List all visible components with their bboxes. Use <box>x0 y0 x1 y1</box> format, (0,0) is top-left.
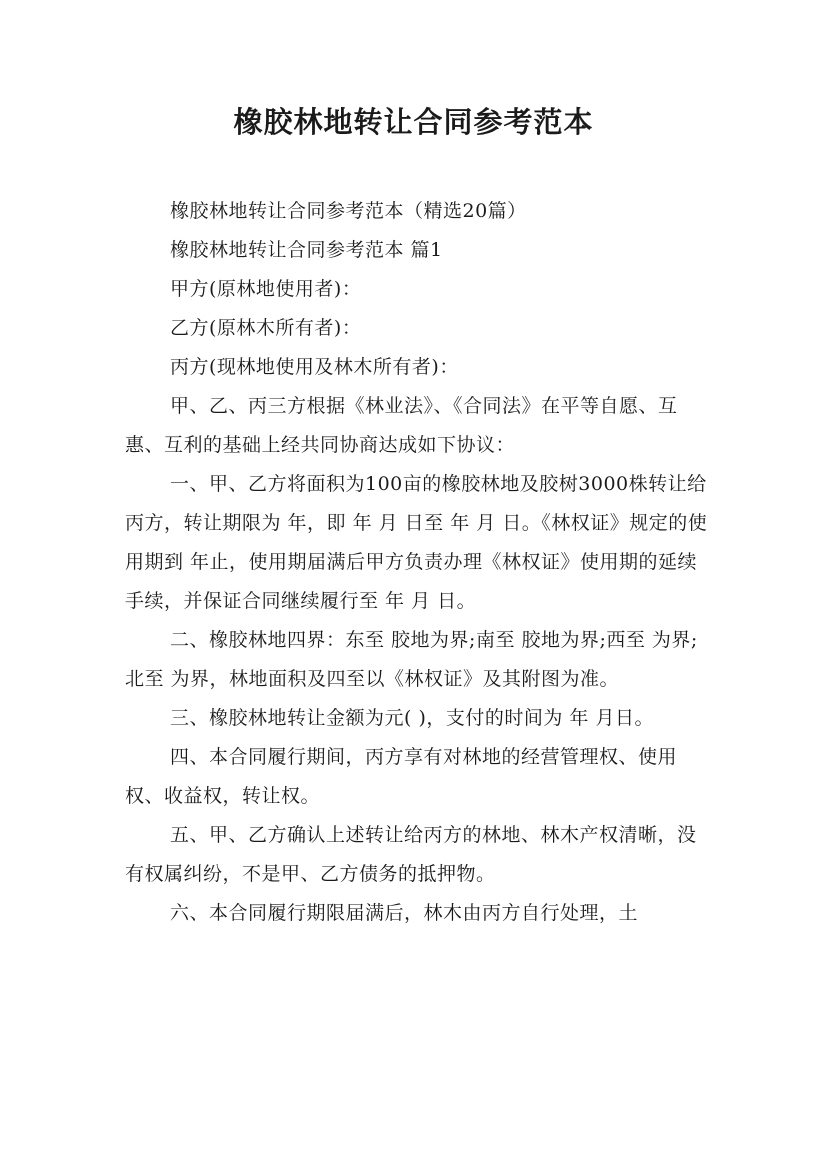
paragraph-party-c: 丙方(现林地使用及林木所有者)： <box>170 356 459 378</box>
document-title: 橡胶林地转让合同参考范本 <box>233 105 594 139</box>
paragraph-clause-2: 二、橡胶林地四界：东至 胶地为界;南至 胶地为界;西至 为界;北至 为界，林地面积及四至以《林权证》及其附图为准。 <box>125 629 698 690</box>
paragraph-clause-1: 一、甲、乙方将面积为100亩的橡胶林地及胶树3000株转让给丙方，转让期限为 年，即 年 月 日至 年 月 日。《林权证》规定的使用期到 年止，使用期届满后甲方负责办理《林权证》使用期的延续手续，并保证合同继续履行至 年 月 日。 <box>125 473 708 612</box>
paragraph-subtitle: 橡胶林地转让合同参考范本（精选20篇） <box>170 200 527 222</box>
paragraph-clause-4: 四、本合同履行期间，丙方享有对林地的经营管理权、使用权、收益权，转让权。 <box>125 746 678 807</box>
paragraph-clause-5: 五、甲、乙方确认上述转让给丙方的林地、林木产权清晰，没有权属纠纷，不是甲、乙方债务的抵押物。 <box>125 824 697 885</box>
document-body <box>125 192 715 933</box>
paragraph-preamble: 甲、乙、丙三方根据《林业法》、《合同法》在平等自愿、互惠、互利的基础上经共同协商达成如下协议： <box>125 395 678 456</box>
paragraph-clause-3: 三、橡胶林地转让金额为元( )，支付的时间为 年 月日。 <box>170 707 654 729</box>
paragraph-clause-6: 六、本合同履行期限届满后，林木由丙方自行处理，土 <box>170 902 639 924</box>
paragraph-section-heading: 橡胶林地转让合同参考范本 篇1 <box>170 239 443 261</box>
paragraph-party-a: 甲方(原林地使用者)： <box>170 278 362 300</box>
paragraph-party-b: 乙方(原林木所有者)： <box>170 317 362 339</box>
